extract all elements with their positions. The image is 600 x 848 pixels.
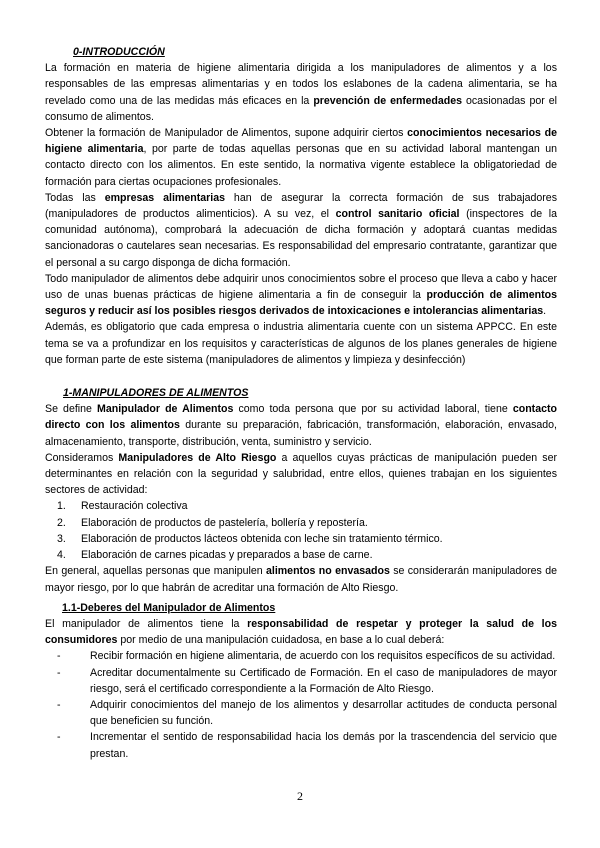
list-item: - Adquirir conocimientos del manejo de los alimentos y desarrollar actitudes de conducta personal que beneficien su función. [57,698,557,728]
list-item: - Acreditar documentalmente su Certificado de Formación. En el caso de manipuladores de mayor riesgo, será el certificado correspondiente a la Formación de Alto Riesgo. [57,666,557,695]
subsection-title-deberes: 1.1-Deberes del Manipulador de Alimentos [62,601,276,614]
deberes-paragraph-1: El manipulador de alimentos tiene la responsabilidad de respetar y proteger la salud de los consumidores por medio de una manipulación cuidadosa, en base a lo cual deberá: [45,617,557,647]
section-title-manipuladores: 1-MANIPULADORES DE ALIMENTOS [63,387,249,400]
deberes-list [45,648,557,761]
page-number: 2 [297,789,303,803]
intro-paragraph-2: Obtener la formación de Manipulador de Alimentos, supone adquirir ciertos conocimientos necesarios de higiene alimentaria, por parte de todas aquellas personas que en su actividad laboral mantengan un contacto directo con los alimentos. En este sentido, la normativa vigente establece la obligatoriedad de formación para ciertas ocupaciones profesionales. [45,127,557,188]
list-item: 2. Elaboración de productos de pastelería, bollería y repostería. [57,516,368,529]
manipuladores-paragraph-3: En general, aquellas personas que manipulen alimentos no envasados se considerarán manipuladores de mayor riesgo, por lo que habrán de acreditar una formación de Alto Riesgo. [45,565,557,594]
intro-paragraph-3: Todas las empresas alimentarias han de asegurar la correcta formación de sus trabajadores (manipuladores de productos alimenticios). A su vez, el control sanitario oficial (inspectores de la comunidad autónoma), comprobará la adecuación de dicha formación y adoptará cuantas medidas sancionadoras o cautelares sean necesarias. Es responsabilidad del empresario contratante, garantizar que el personal a su cargo disponga de dicha formación. [45,191,558,269]
intro-paragraph-5: Además, es obligatorio que cada empresa o industria alimentaria cuente con un sistema APPCC. En este tema se va a profundizar en los requisitos y características de algunos de los planes generales de higiene que forman parte de este sistema (manipuladores de alimentos y limpieza y desinfección) [45,321,557,366]
intro-paragraph-4: Todo manipulador de alimentos debe adquirir unos conocimientos sobre el proceso que lleva a cabo y hacer uso de unas buenas prácticas de higiene alimentaria a fin de conseguir la producción de alimentos seguros y reducir así los posibles riesgos derivados de intoxicaciones e intolerancias alimentarias. [45,272,557,318]
list-item: - Incrementar el sentido de responsabilidad hacia los demás por la trascendencia del servicio que prestan. [57,731,557,760]
document-page [45,44,557,762]
list-item: - Recibir formación en higiene alimentaria, de acuerdo con los requisitos específicos de su actividad. [57,650,556,663]
intro-paragraph-1: La formación en materia de higiene alimentaria dirigida a los manipuladores de alimentos y a los responsables de las empresas alimentarias y en todos los eslabones de la cadena alimentaria, se ha revelado como una de las medidas más eficaces en la prevención de enfermedades ocasionadas por el consumo de alimentos. [45,62,557,123]
section-title-introduccion: 0-INTRODUCCIÓN [73,46,165,58]
list-item: 4. Elaboración de carnes picadas y preparados a base de carne. [57,549,373,562]
alto-riesgo-sector-list [45,498,557,563]
list-item: 3. Elaboración de productos lácteos obtenida con leche sin tratamiento térmico. [57,532,443,545]
manipuladores-paragraph-1: Se define Manipulador de Alimentos como toda persona que por su actividad laboral, tiene contacto directo con los alimentos durante su preparación, fabricación, transformación, elaboración, envasado, almacenamiento, transporte, distribución, venta, suministro y servicio. [45,403,557,448]
list-item: 1. Restauración colectiva [57,500,188,513]
manipuladores-paragraph-2: Consideramos Manipuladores de Alto Riesgo a aquellos cuyas prácticas de manipulación pueden ser determinantes en relación con la seguridad y salubridad, entre ellos, quienes trabajan en los siguientes sectores de actividad: [45,451,558,497]
